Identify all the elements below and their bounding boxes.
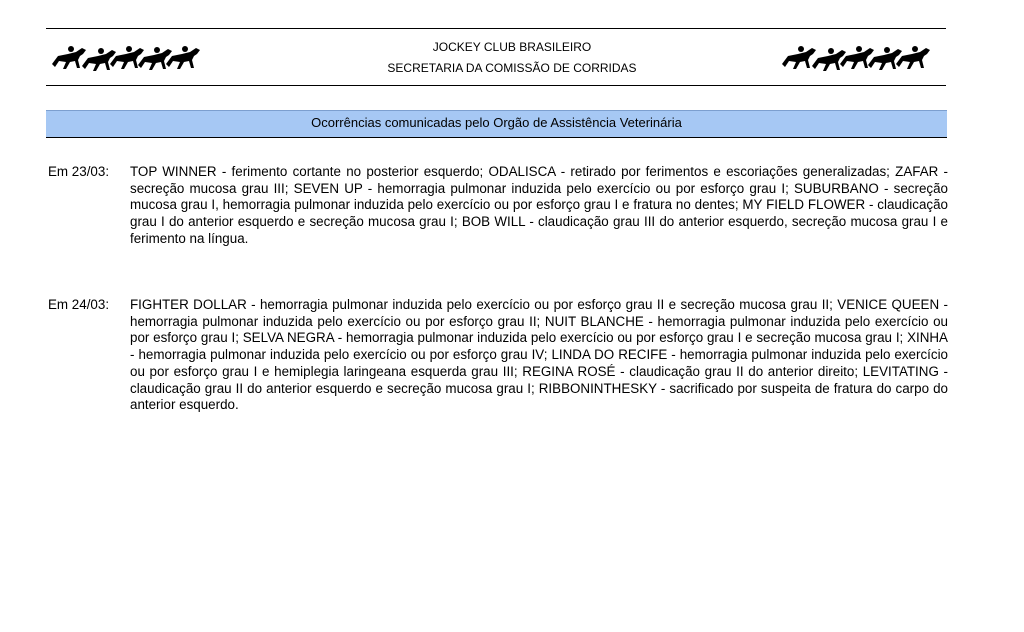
entry-date: Em 24/03: [48, 297, 110, 312]
org-name: JOCKEY CLUB BRASILEIRO [432, 40, 592, 54]
occurrence-entry [48, 164, 948, 248]
entry-date: Em 23/03: [48, 164, 110, 179]
entry-text: FIGHTER DOLLAR - hemorragia pulmonar induzida pelo exercício ou por esforço grau II e secreção mucosa grau II; VENICE QUEEN - hemorragia pulmonar induzida pelo exercício ou por esforço grau II; NUIT BLANCHE - hemorragia pulmonar induzida pelo exercício ou por esforço grau I; SELVA NEGRA - hemorragia pulmonar induzida pelo exercício ou por esforço grau I e secreção mucosa grau I; XINHA - hemorragia pulmonar induzida pelo exercício ou por esforço grau IV; LINDA DO RECIFE - hemorragia pulmonar induzida pelo exercício ou por esforço grau I e hemiplegia laringeana esquerda grau III; REGINA ROSÉ - claudicação grau II do anterior direito; LEVITATING - claudicação grau II do anterior esquerdo e secreção mucosa grau I; RIBBONINTHESKY - sacrificado por suspeita de fratura do carpo do anterior esquerdo. [130, 297, 948, 413]
header-bottom-rule [46, 85, 946, 86]
header-top-rule [46, 28, 946, 29]
organization-header [0, 37, 1024, 79]
occurrence-entry [48, 297, 948, 414]
entry-text: TOP WINNER - ferimento cortante no posterior esquerdo; ODALISCA - retirado por ferimentos e escoriações generalizadas; ZAFAR - secreção mucosa grau III; SEVEN UP - hemorragia pulmonar induzida pelo exercício ou por esforço grau I; SUBURBANO - secreção mucosa grau I, hemorragia pulmonar induzida pelo exercício ou por esforço grau I e fratura no dentes; MY FIELD FLOWER - claudicação grau I do anterior esquerdo e secreção mucosa grau I; BOB WILL - claudicação grau III do anterior esquerdo, secreção mucosa grau I e ferimento na língua. [130, 164, 948, 246]
section-banner: Ocorrências comunicadas pelo Orgão de Assistência Veterinária [46, 110, 947, 138]
org-department: SECRETARIA DA COMISSÃO DE CORRIDAS [387, 61, 637, 75]
